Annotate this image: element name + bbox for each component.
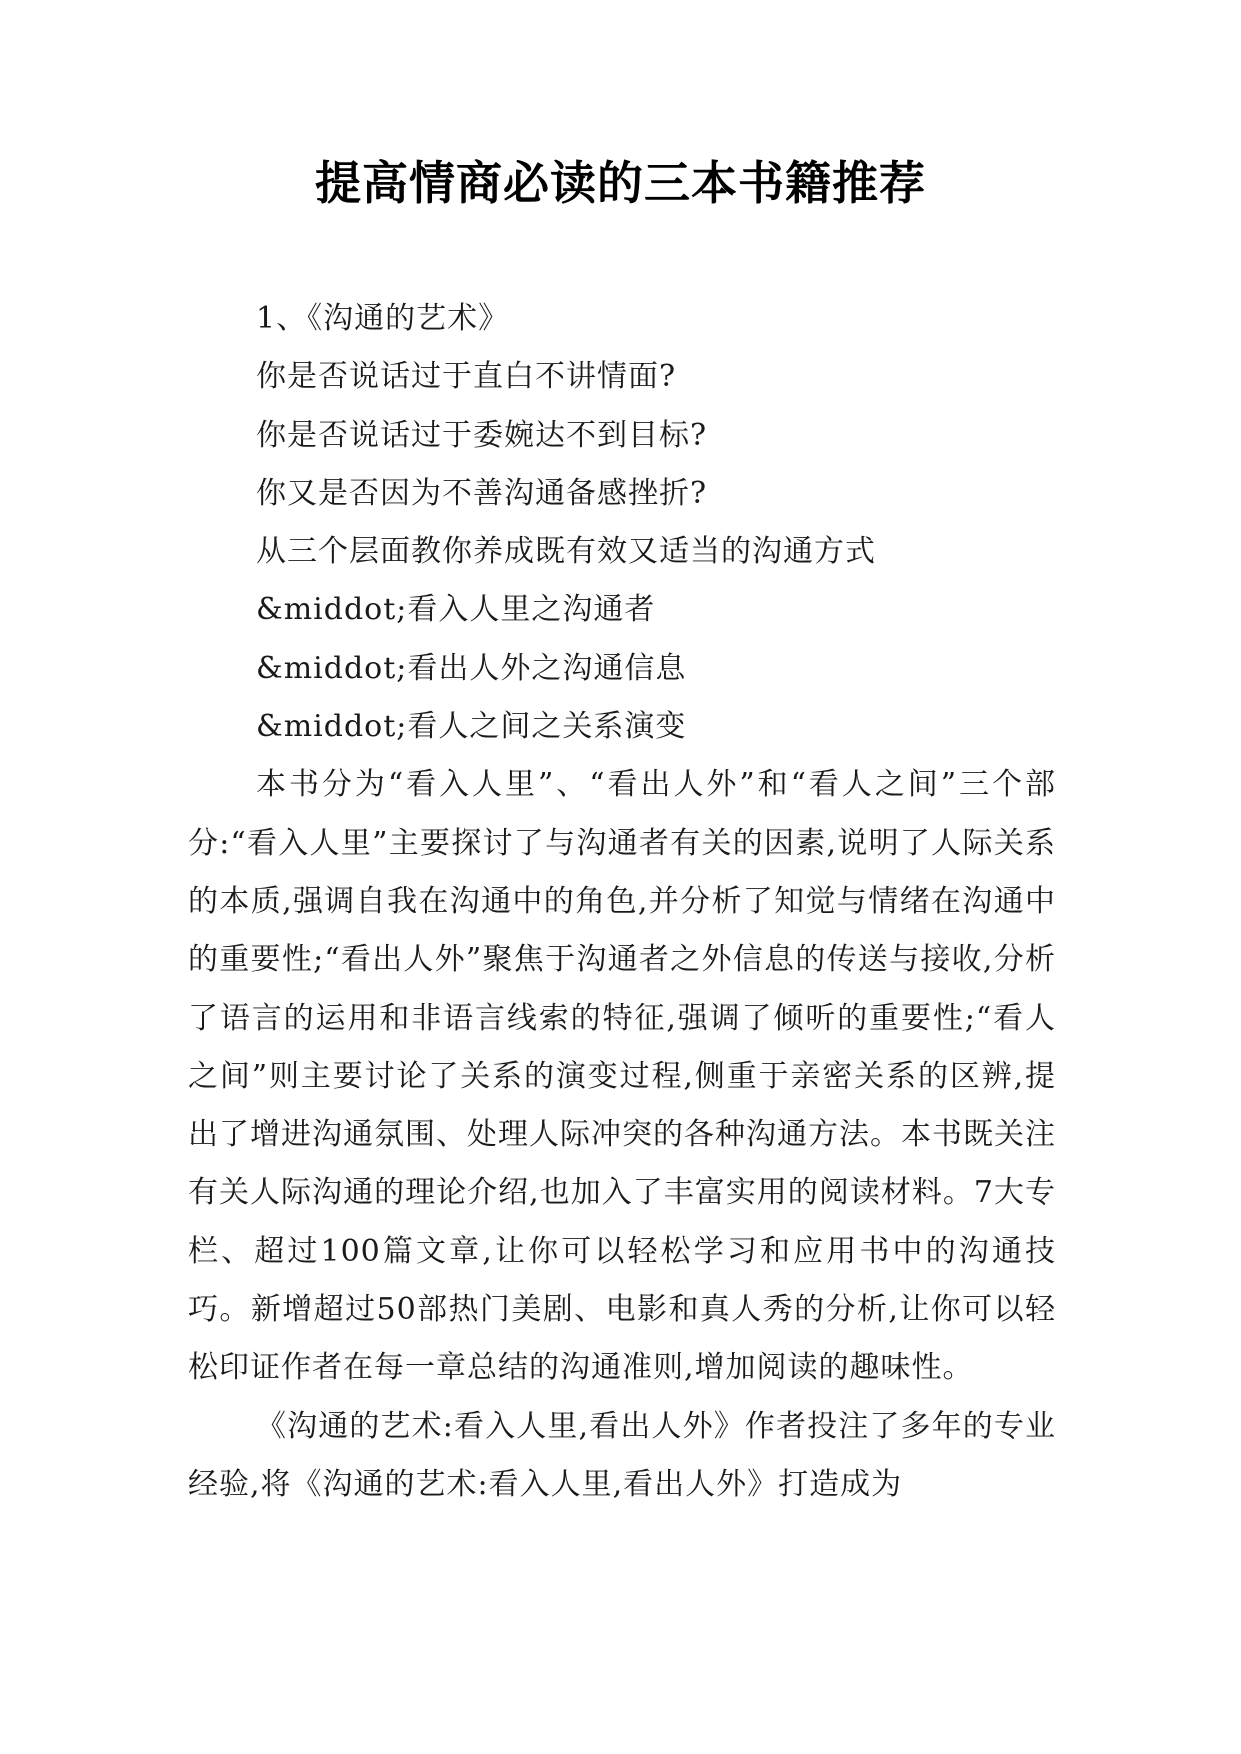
book-heading: 1、《沟通的艺术》: [256, 301, 510, 336]
document-body: [188, 290, 1056, 1514]
bullet-line: &middot;看入人里之沟通者: [256, 592, 656, 628]
summary-line: 从三个层面教你养成既有效又适当的沟通方式: [256, 534, 876, 570]
question-line: 你又是否因为不善沟通备感挫折?: [256, 475, 708, 511]
question-line: 你是否说话过于委婉达不到目标?: [256, 417, 708, 453]
bullet-line: &middot;看出人外之沟通信息: [256, 650, 687, 686]
document-title: 提高情商必读的三本书籍推荐: [315, 156, 926, 210]
question-line: 你是否说话过于直白不讲情面?: [256, 359, 677, 395]
body-paragraph: 《沟通的艺术:看入人里,看出人外》作者投注了多年的专业经验,将《沟通的艺术:看入人里,看出人外》打造成为: [188, 1408, 1056, 1502]
body-paragraph: 本书分为“看入人里”、“看出人外”和“看人之间”三个部分:“看入人里”主要探讨了与沟通者有关的因素,说明了人际关系的本质,强调自我在沟通中的角色,并分析了知觉与情绪在沟通中的重要性;“看出人外”聚焦于沟通者之外信息的传送与接收,分析了语言的运用和非语言线索的特征,强调了倾听的重要性;“看人之间”则主要讨论了关系的演变过程,侧重于亲密关系的区辨,提出了增进沟通氛围、处理人际冲突的各种沟通方法。本书既关注有关人际沟通的理论介绍,也加入了丰富实用的阅读材料。7大专栏、超过100篇文章,让你可以轻松学习和应用书中的沟通技巧。新增超过50部热门美剧、电影和真人秀的分析,让你可以轻松印证作者在每一章总结的沟通准则,增加阅读的趣味性。: [188, 767, 1056, 1386]
bullet-line: &middot;看人之间之关系演变: [256, 709, 687, 745]
